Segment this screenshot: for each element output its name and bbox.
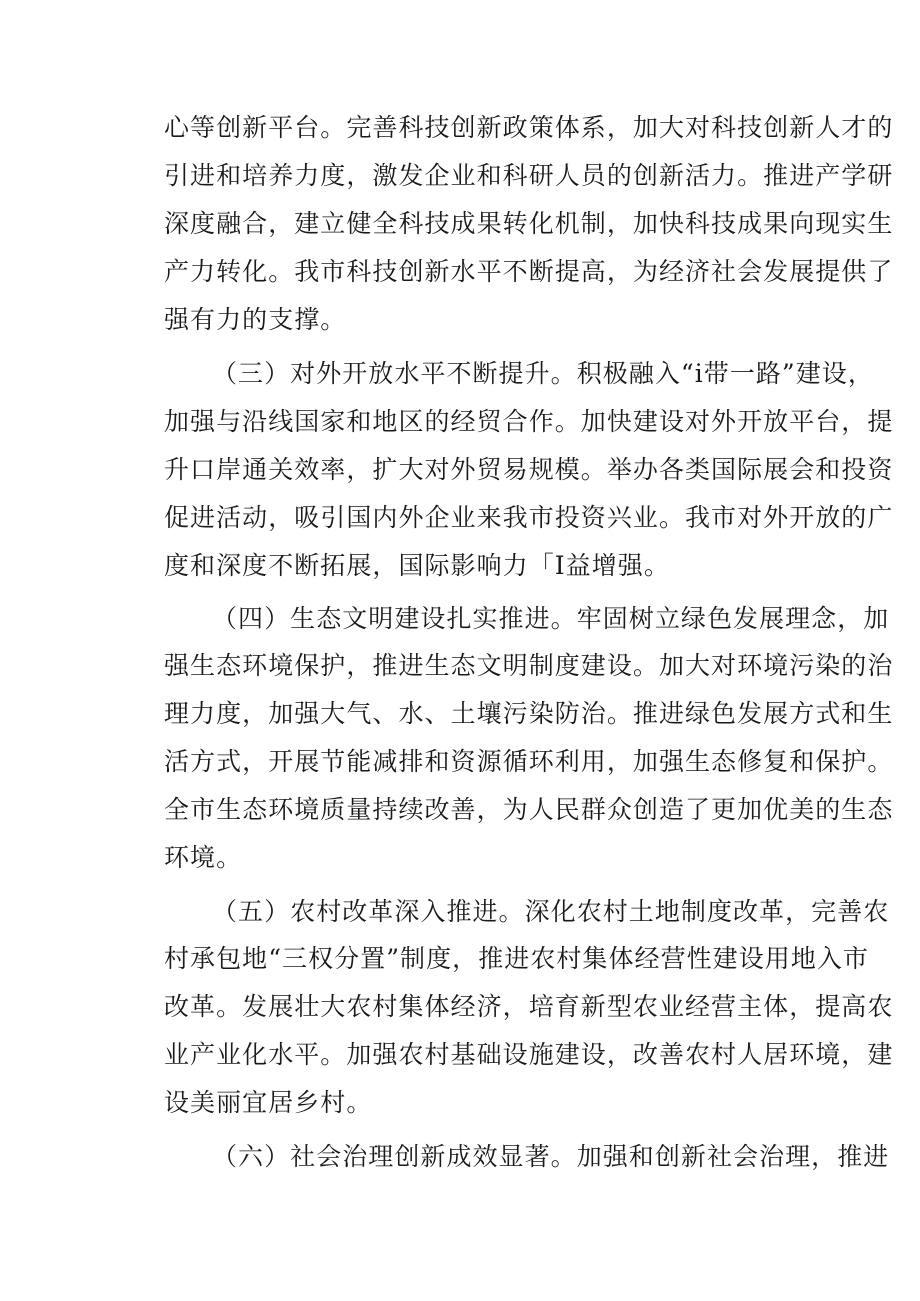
text-line: 活方式，开展节能减排和资源循环利用，加强生态修复和保护。 [164,747,894,776]
text-line: 心等创新平台。完善科技创新政策体系，加大对科技创新人才的 [164,113,894,142]
text-line: 升口岸通关效率，扩大对外贸易规模。举办各类国际展会和投资 [164,455,894,484]
section-heading-line: （四）生态文明建设扎实推进。牢固树立绿色发展理念，加 [212,604,890,633]
text-line: 村承包地“三权分置”制度，推进农村集体经营性建设用地入市 [164,944,869,973]
text-line: 设美丽宜居乡村。 [164,1088,373,1117]
section-heading-line: （五）农村改革深入推进。深化农村土地制度改革，完善农 [212,897,890,926]
text-line: 全市生态环境质量持续改善，为人民群众创造了更加优美的生态 [164,795,894,824]
text-line: 环境。 [164,843,243,872]
text-line: 促进活动，吸引国内外企业来我市投资兴业。我市对外开放的广 [164,503,894,532]
text-line: 改革。发展壮大农村集体经济，培育新型农业经营主体，提高农 [164,992,894,1021]
text-line: 产力转化。我市科技创新水平不断提高，为经济社会发展提供了 [164,257,894,286]
section-heading-line: （六）社会治理创新成效显著。加强和创新社会治理，推进 [212,1142,890,1171]
text-line: 度和深度不断拓展，国际影响力「I益增强。 [164,551,670,580]
text-line: 理力度，加强大气、水、土壤污染防治。推进绿色发展方式和生 [164,699,894,728]
text-line: 引进和培养力度，激发企业和科研人员的创新活力。推进产学研 [164,161,894,190]
text-line: 深度融合，建立健全科技成果转化机制，加快科技成果向现实生 [164,209,894,238]
text-line: 加强与沿线国家和地区的经贸合作。加快建设对外开放平台，提 [164,407,894,436]
text-line: 强有力的支撑。 [164,305,347,334]
text-line: 强生态环境保护，推进生态文明制度建设。加大对环境污染的治 [164,651,894,680]
section-heading-line: （三）对外开放水平不断提升。积极融入“i带一路”建设， [212,359,874,388]
text-line: 业产业化水平。加强农村基础设施建设，改善农村人居环境，建 [164,1040,894,1069]
